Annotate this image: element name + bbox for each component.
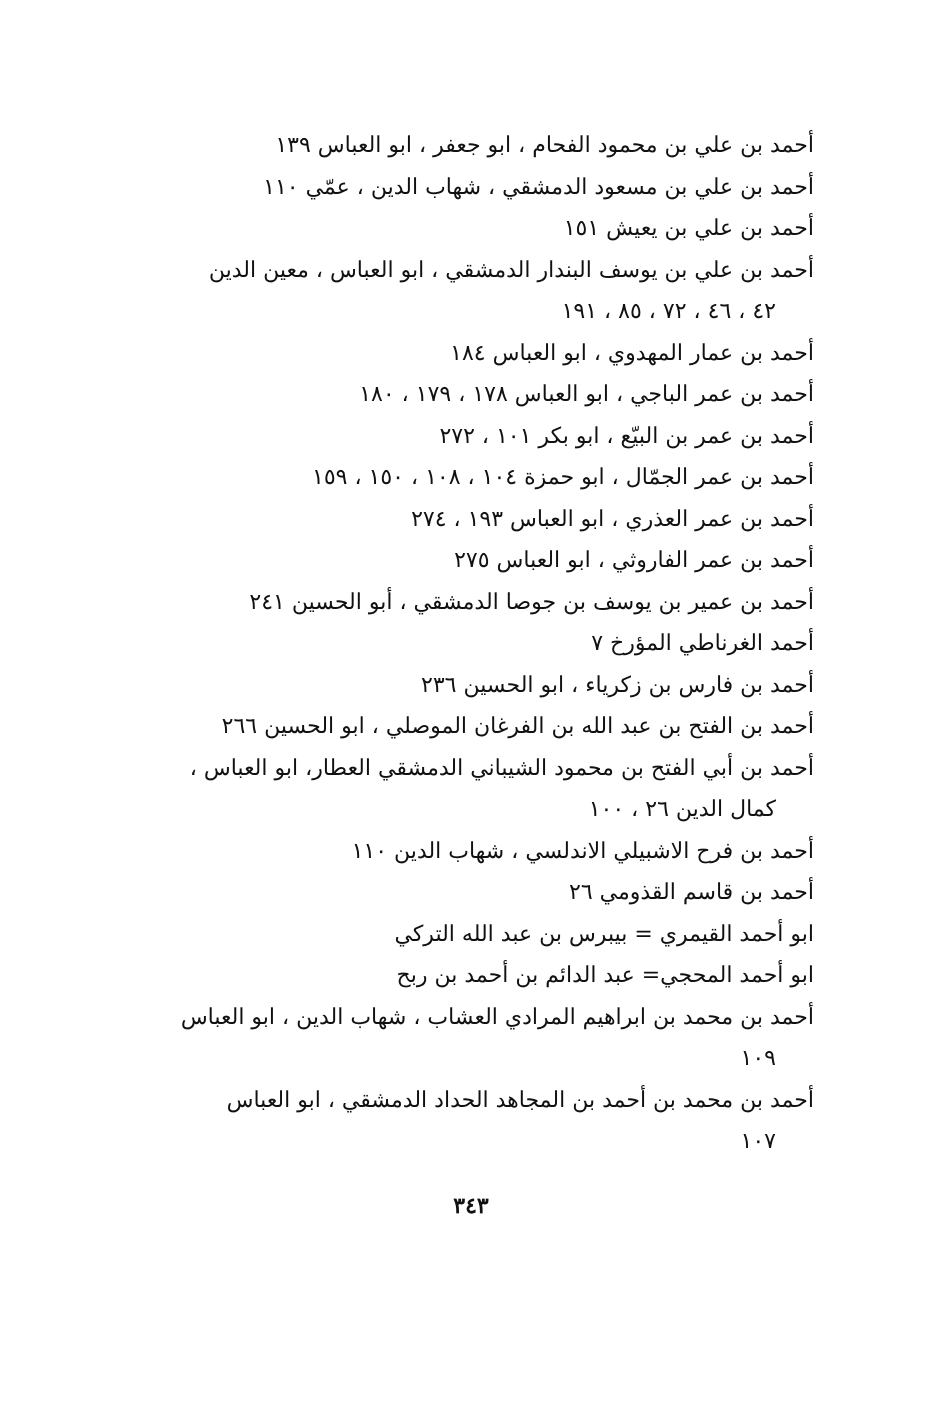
entry-text: أحمد بن أبي الفتح بن محمود الشيباني الدمشقي العطار، ابو العباس ، [189, 755, 814, 781]
index-entry [144, 748, 814, 831]
index-entry [144, 665, 814, 707]
entry-text: أحمد بن عمير بن يوسف بن جوصا الدمشقي ، أبو الحسين ٢٤١ [249, 589, 814, 615]
entry-continuation: ١٠٩ [740, 1046, 776, 1071]
entry-text: أحمد الغرناطي المؤرخ ٧ [591, 631, 814, 656]
entry-continuation: كمال الدين ٢٦ ، ١٠٠ [588, 797, 776, 822]
index-entry [144, 167, 814, 209]
index-entry [144, 831, 814, 873]
entry-text: أحمد بن علي بن مسعود الدمشقي ، شهاب الدين ، عمّي ١١٠ [263, 174, 814, 200]
index-entry [144, 125, 814, 167]
index-entry [144, 914, 814, 956]
entry-text: ابو أحمد المحجي= عبد الدائم بن أحمد بن ربح [396, 963, 814, 988]
entry-text: أحمد بن الفتح بن عبد الله بن الفرغان الموصلي ، ابو الحسين ٢٦٦ [221, 714, 814, 739]
index-entry [144, 706, 814, 748]
index-entry [144, 997, 814, 1080]
entry-text: أحمد بن فارس بن زكرياء ، ابو الحسين ٢٣٦ [421, 672, 814, 698]
index-entry [144, 333, 814, 375]
entry-text: أحمد بن عمر بن البيّع ، ابو بكر ١٠١ ، ٢٧٢ [439, 423, 814, 449]
index-entry [144, 250, 814, 333]
entry-text: أحمد بن عمر الباجي ، ابو العباس ١٧٨ ، ١٧٩ ، ١٨٠ [359, 382, 814, 407]
page-number: ٣٤٣ [453, 1193, 489, 1219]
index-entry [144, 457, 814, 499]
entry-text: ابو أحمد القيمري = بيبرس بن عبد الله التركي [394, 921, 814, 947]
entry-text: أحمد بن محمد بن أحمد بن المجاهد الحداد الدمشقي ، ابو العباس [226, 1087, 814, 1113]
index-entry [144, 582, 814, 624]
index-entry [144, 208, 814, 250]
entry-continuation: ١٠٧ [740, 1129, 776, 1154]
index-entry [144, 540, 814, 582]
entry-text: أحمد بن محمد بن ابراهيم المرادي العشاب ، شهاب الدين ، ابو العباس [180, 1004, 814, 1030]
entry-text: أحمد بن عمر الجمّال ، ابو حمزة ١٠٤ ، ١٠٨ ، ١٥٠ ، ١٥٩ [312, 465, 814, 490]
index-entry [144, 623, 814, 665]
entry-text: أحمد بن فرح الاشبيلي الاندلسي ، شهاب الدين ١١٠ [351, 838, 814, 864]
entry-text: أحمد بن عمار المهدوي ، ابو العباس ١٨٤ [450, 340, 814, 366]
index-entry [144, 1080, 814, 1163]
index-entry [144, 499, 814, 541]
entry-text: أحمد بن قاسم القذومي ٢٦ [569, 880, 814, 905]
entry-text: أحمد بن علي بن يوسف البندار الدمشقي ، ابو العباس ، معين الدين [208, 257, 814, 283]
index-entries [144, 125, 814, 1163]
index-entry [144, 374, 814, 416]
index-entry [144, 416, 814, 458]
entry-text: أحمد بن علي بن يعيش ١٥١ [563, 216, 814, 241]
entry-text: أحمد بن عمر العذري ، ابو العباس ١٩٣ ، ٢٧٤ [411, 506, 814, 532]
entry-continuation: ٤٢ ، ٤٦ ، ٧٢ ، ٨٥ ، ١٩١ [561, 299, 776, 324]
index-entry [144, 872, 814, 914]
entry-text: أحمد بن عمر الفاروثي ، ابو العباس ٢٧٥ [454, 548, 814, 573]
index-entry [144, 955, 814, 997]
entry-text: أحمد بن علي بن محمود الفحام ، ابو جعفر ، ابو العباس ١٣٩ [275, 133, 814, 158]
